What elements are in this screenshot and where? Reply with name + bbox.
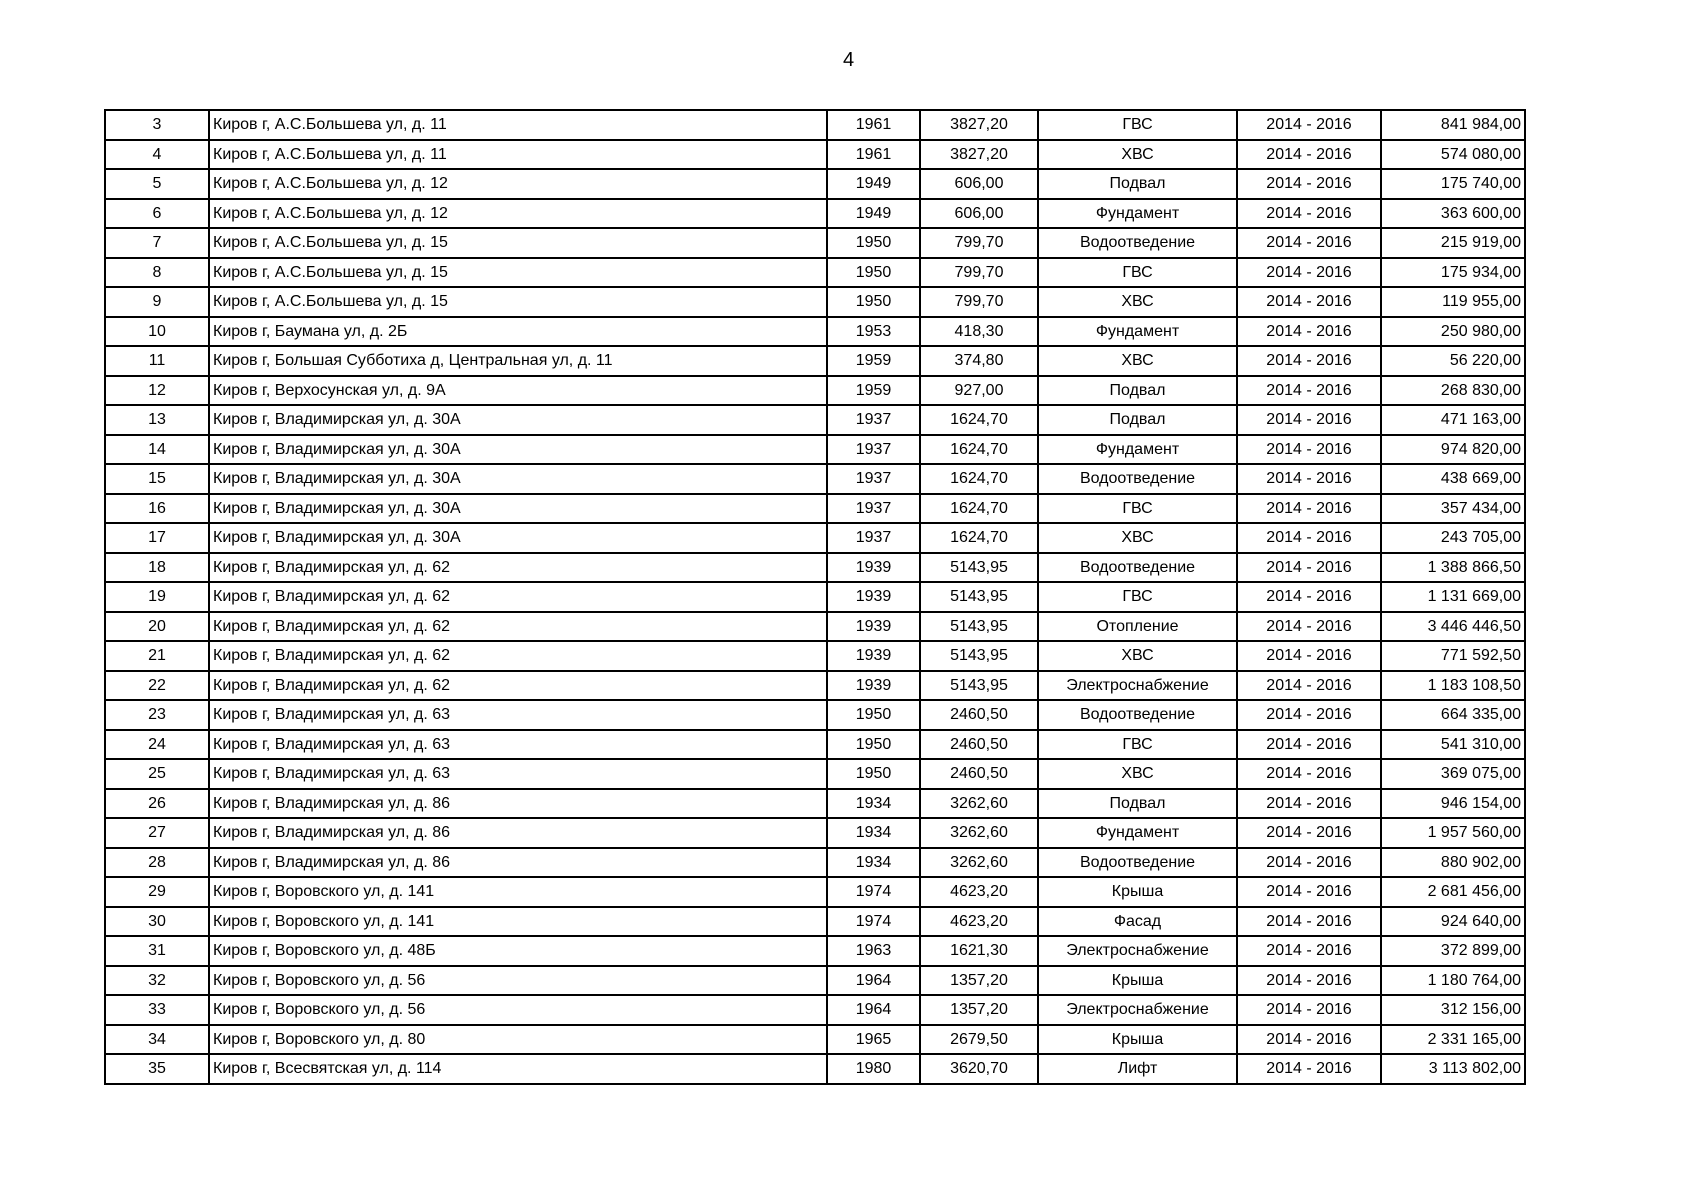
period-cell: 2014 - 2016 xyxy=(1237,110,1381,140)
address-cell: Киров г, А.С.Большева ул, д. 15 xyxy=(209,228,827,258)
year-built-cell: 1965 xyxy=(827,1025,920,1055)
work-type-cell: Водоотведение xyxy=(1038,553,1237,583)
row-number-cell: 8 xyxy=(105,258,209,288)
area-cell: 799,70 xyxy=(920,287,1038,317)
cost-cell: 243 705,00 xyxy=(1381,523,1525,553)
work-type-cell: Подвал xyxy=(1038,789,1237,819)
cost-cell: 2 681 456,00 xyxy=(1381,877,1525,907)
row-number-cell: 24 xyxy=(105,730,209,760)
table-row xyxy=(105,671,1525,701)
address-cell: Киров г, Воровского ул, д. 141 xyxy=(209,907,827,937)
table-row xyxy=(105,966,1525,996)
year-built-cell: 1963 xyxy=(827,936,920,966)
table-row xyxy=(105,464,1525,494)
cost-cell: 1 957 560,00 xyxy=(1381,818,1525,848)
year-built-cell: 1950 xyxy=(827,759,920,789)
year-built-cell: 1937 xyxy=(827,405,920,435)
work-type-cell: ХВС xyxy=(1038,140,1237,170)
address-cell: Киров г, Владимирская ул, д. 62 xyxy=(209,553,827,583)
address-cell: Киров г, Владимирская ул, д. 63 xyxy=(209,730,827,760)
area-cell: 5143,95 xyxy=(920,641,1038,671)
year-built-cell: 1964 xyxy=(827,966,920,996)
period-cell: 2014 - 2016 xyxy=(1237,730,1381,760)
work-type-cell: ХВС xyxy=(1038,287,1237,317)
work-type-cell: Водоотведение xyxy=(1038,228,1237,258)
address-cell: Киров г, Владимирская ул, д. 63 xyxy=(209,700,827,730)
cost-cell: 3 446 446,50 xyxy=(1381,612,1525,642)
address-cell: Киров г, Владимирская ул, д. 86 xyxy=(209,789,827,819)
area-cell: 1624,70 xyxy=(920,464,1038,494)
cost-cell: 946 154,00 xyxy=(1381,789,1525,819)
cost-cell: 2 331 165,00 xyxy=(1381,1025,1525,1055)
table-row xyxy=(105,435,1525,465)
cost-cell: 771 592,50 xyxy=(1381,641,1525,671)
table-row xyxy=(105,1054,1525,1084)
row-number-cell: 17 xyxy=(105,523,209,553)
table-row xyxy=(105,877,1525,907)
area-cell: 1624,70 xyxy=(920,435,1038,465)
cost-cell: 175 740,00 xyxy=(1381,169,1525,199)
address-cell: Киров г, А.С.Большева ул, д. 11 xyxy=(209,140,827,170)
cost-cell: 369 075,00 xyxy=(1381,759,1525,789)
year-built-cell: 1950 xyxy=(827,287,920,317)
area-cell: 1357,20 xyxy=(920,966,1038,996)
address-cell: Киров г, А.С.Большева ул, д. 15 xyxy=(209,258,827,288)
period-cell: 2014 - 2016 xyxy=(1237,848,1381,878)
work-type-cell: ХВС xyxy=(1038,523,1237,553)
period-cell: 2014 - 2016 xyxy=(1237,435,1381,465)
row-number-cell: 26 xyxy=(105,789,209,819)
area-cell: 3262,60 xyxy=(920,818,1038,848)
page-number: 4 xyxy=(842,49,855,71)
table-row xyxy=(105,730,1525,760)
cost-cell: 471 163,00 xyxy=(1381,405,1525,435)
year-built-cell: 1937 xyxy=(827,523,920,553)
area-cell: 5143,95 xyxy=(920,553,1038,583)
area-cell: 606,00 xyxy=(920,169,1038,199)
row-number-cell: 32 xyxy=(105,966,209,996)
area-cell: 1624,70 xyxy=(920,494,1038,524)
row-number-cell: 29 xyxy=(105,877,209,907)
area-cell: 927,00 xyxy=(920,376,1038,406)
area-cell: 3827,20 xyxy=(920,110,1038,140)
cost-cell: 215 919,00 xyxy=(1381,228,1525,258)
work-type-cell: Подвал xyxy=(1038,169,1237,199)
period-cell: 2014 - 2016 xyxy=(1237,700,1381,730)
year-built-cell: 1959 xyxy=(827,346,920,376)
row-number-cell: 4 xyxy=(105,140,209,170)
work-type-cell: ГВС xyxy=(1038,110,1237,140)
work-type-cell: Водоотведение xyxy=(1038,700,1237,730)
work-type-cell: Фундамент xyxy=(1038,818,1237,848)
area-cell: 3262,60 xyxy=(920,848,1038,878)
period-cell: 2014 - 2016 xyxy=(1237,464,1381,494)
period-cell: 2014 - 2016 xyxy=(1237,553,1381,583)
table-row xyxy=(105,169,1525,199)
address-cell: Киров г, А.С.Большева ул, д. 12 xyxy=(209,169,827,199)
table-row xyxy=(105,936,1525,966)
cost-cell: 268 830,00 xyxy=(1381,376,1525,406)
year-built-cell: 1934 xyxy=(827,848,920,878)
cost-cell: 841 984,00 xyxy=(1381,110,1525,140)
area-cell: 3827,20 xyxy=(920,140,1038,170)
area-cell: 2460,50 xyxy=(920,759,1038,789)
table-row xyxy=(105,848,1525,878)
row-number-cell: 12 xyxy=(105,376,209,406)
address-cell: Киров г, А.С.Большева ул, д. 15 xyxy=(209,287,827,317)
year-built-cell: 1974 xyxy=(827,877,920,907)
address-cell: Киров г, А.С.Большева ул, д. 11 xyxy=(209,110,827,140)
work-type-cell: Фундамент xyxy=(1038,317,1237,347)
repair-registry-table xyxy=(104,109,1526,1085)
address-cell: Киров г, Баумана ул, д. 2Б xyxy=(209,317,827,347)
period-cell: 2014 - 2016 xyxy=(1237,376,1381,406)
address-cell: Киров г, Владимирская ул, д. 30А xyxy=(209,435,827,465)
table-row xyxy=(105,405,1525,435)
address-cell: Киров г, А.С.Большева ул, д. 12 xyxy=(209,199,827,229)
table-row xyxy=(105,199,1525,229)
address-cell: Киров г, Большая Субботиха д, Центральная ул, д. 11 xyxy=(209,346,827,376)
work-type-cell: Электроснабжение xyxy=(1038,671,1237,701)
table-row xyxy=(105,641,1525,671)
address-cell: Киров г, Воровского ул, д. 80 xyxy=(209,1025,827,1055)
area-cell: 1624,70 xyxy=(920,405,1038,435)
area-cell: 418,30 xyxy=(920,317,1038,347)
row-number-cell: 35 xyxy=(105,1054,209,1084)
row-number-cell: 7 xyxy=(105,228,209,258)
table-row xyxy=(105,789,1525,819)
table-body xyxy=(105,110,1525,1084)
work-type-cell: ХВС xyxy=(1038,346,1237,376)
work-type-cell: Водоотведение xyxy=(1038,848,1237,878)
cost-cell: 664 335,00 xyxy=(1381,700,1525,730)
year-built-cell: 1937 xyxy=(827,494,920,524)
row-number-cell: 13 xyxy=(105,405,209,435)
area-cell: 4623,20 xyxy=(920,907,1038,937)
cost-cell: 372 899,00 xyxy=(1381,936,1525,966)
cost-cell: 541 310,00 xyxy=(1381,730,1525,760)
address-cell: Киров г, Владимирская ул, д. 30А xyxy=(209,494,827,524)
area-cell: 1624,70 xyxy=(920,523,1038,553)
year-built-cell: 1934 xyxy=(827,818,920,848)
row-number-cell: 5 xyxy=(105,169,209,199)
year-built-cell: 1953 xyxy=(827,317,920,347)
work-type-cell: Подвал xyxy=(1038,376,1237,406)
cost-cell: 363 600,00 xyxy=(1381,199,1525,229)
cost-cell: 250 980,00 xyxy=(1381,317,1525,347)
table-row xyxy=(105,553,1525,583)
cost-cell: 357 434,00 xyxy=(1381,494,1525,524)
work-type-cell: Отопление xyxy=(1038,612,1237,642)
row-number-cell: 14 xyxy=(105,435,209,465)
period-cell: 2014 - 2016 xyxy=(1237,140,1381,170)
work-type-cell: Фасад xyxy=(1038,907,1237,937)
period-cell: 2014 - 2016 xyxy=(1237,759,1381,789)
work-type-cell: Подвал xyxy=(1038,405,1237,435)
period-cell: 2014 - 2016 xyxy=(1237,641,1381,671)
table-row xyxy=(105,376,1525,406)
period-cell: 2014 - 2016 xyxy=(1237,1054,1381,1084)
period-cell: 2014 - 2016 xyxy=(1237,582,1381,612)
address-cell: Киров г, Владимирская ул, д. 62 xyxy=(209,671,827,701)
area-cell: 799,70 xyxy=(920,228,1038,258)
year-built-cell: 1950 xyxy=(827,258,920,288)
period-cell: 2014 - 2016 xyxy=(1237,1025,1381,1055)
table-row xyxy=(105,700,1525,730)
address-cell: Киров г, Всесвятская ул, д. 114 xyxy=(209,1054,827,1084)
area-cell: 3620,70 xyxy=(920,1054,1038,1084)
year-built-cell: 1949 xyxy=(827,199,920,229)
period-cell: 2014 - 2016 xyxy=(1237,523,1381,553)
table-row xyxy=(105,228,1525,258)
work-type-cell: Электроснабжение xyxy=(1038,936,1237,966)
cost-cell: 119 955,00 xyxy=(1381,287,1525,317)
year-built-cell: 1964 xyxy=(827,995,920,1025)
period-cell: 2014 - 2016 xyxy=(1237,287,1381,317)
work-type-cell: ХВС xyxy=(1038,641,1237,671)
row-number-cell: 28 xyxy=(105,848,209,878)
work-type-cell: ГВС xyxy=(1038,582,1237,612)
area-cell: 5143,95 xyxy=(920,582,1038,612)
period-cell: 2014 - 2016 xyxy=(1237,789,1381,819)
period-cell: 2014 - 2016 xyxy=(1237,228,1381,258)
table-row xyxy=(105,317,1525,347)
work-type-cell: ХВС xyxy=(1038,759,1237,789)
year-built-cell: 1961 xyxy=(827,110,920,140)
area-cell: 606,00 xyxy=(920,199,1038,229)
area-cell: 799,70 xyxy=(920,258,1038,288)
work-type-cell: Фундамент xyxy=(1038,435,1237,465)
cost-cell: 974 820,00 xyxy=(1381,435,1525,465)
cost-cell: 175 934,00 xyxy=(1381,258,1525,288)
row-number-cell: 11 xyxy=(105,346,209,376)
row-number-cell: 18 xyxy=(105,553,209,583)
work-type-cell: Электроснабжение xyxy=(1038,995,1237,1025)
cost-cell: 3 113 802,00 xyxy=(1381,1054,1525,1084)
address-cell: Киров г, Владимирская ул, д. 30А xyxy=(209,523,827,553)
row-number-cell: 20 xyxy=(105,612,209,642)
address-cell: Киров г, Владимирская ул, д. 63 xyxy=(209,759,827,789)
work-type-cell: Крыша xyxy=(1038,966,1237,996)
year-built-cell: 1939 xyxy=(827,612,920,642)
period-cell: 2014 - 2016 xyxy=(1237,317,1381,347)
cost-cell: 438 669,00 xyxy=(1381,464,1525,494)
table-row xyxy=(105,287,1525,317)
cost-cell: 1 131 669,00 xyxy=(1381,582,1525,612)
cost-cell: 312 156,00 xyxy=(1381,995,1525,1025)
work-type-cell: ГВС xyxy=(1038,730,1237,760)
year-built-cell: 1950 xyxy=(827,228,920,258)
year-built-cell: 1937 xyxy=(827,435,920,465)
cost-cell: 924 640,00 xyxy=(1381,907,1525,937)
table-row xyxy=(105,258,1525,288)
area-cell: 1357,20 xyxy=(920,995,1038,1025)
address-cell: Киров г, Владимирская ул, д. 62 xyxy=(209,612,827,642)
year-built-cell: 1934 xyxy=(827,789,920,819)
address-cell: Киров г, Владимирская ул, д. 30А xyxy=(209,464,827,494)
year-built-cell: 1949 xyxy=(827,169,920,199)
address-cell: Киров г, Верхосунская ул, д. 9А xyxy=(209,376,827,406)
period-cell: 2014 - 2016 xyxy=(1237,936,1381,966)
table-row xyxy=(105,346,1525,376)
year-built-cell: 1950 xyxy=(827,700,920,730)
table-row xyxy=(105,759,1525,789)
address-cell: Киров г, Владимирская ул, д. 62 xyxy=(209,582,827,612)
address-cell: Киров г, Воровского ул, д. 141 xyxy=(209,877,827,907)
year-built-cell: 1950 xyxy=(827,730,920,760)
work-type-cell: ГВС xyxy=(1038,494,1237,524)
row-number-cell: 31 xyxy=(105,936,209,966)
table-row xyxy=(105,1025,1525,1055)
address-cell: Киров г, Владимирская ул, д. 30А xyxy=(209,405,827,435)
row-number-cell: 22 xyxy=(105,671,209,701)
cost-cell: 1 180 764,00 xyxy=(1381,966,1525,996)
year-built-cell: 1939 xyxy=(827,582,920,612)
row-number-cell: 23 xyxy=(105,700,209,730)
year-built-cell: 1939 xyxy=(827,641,920,671)
year-built-cell: 1939 xyxy=(827,553,920,583)
table-row xyxy=(105,582,1525,612)
work-type-cell: Водоотведение xyxy=(1038,464,1237,494)
row-number-cell: 33 xyxy=(105,995,209,1025)
address-cell: Киров г, Владимирская ул, д. 86 xyxy=(209,818,827,848)
work-type-cell: Лифт xyxy=(1038,1054,1237,1084)
year-built-cell: 1937 xyxy=(827,464,920,494)
table-row xyxy=(105,140,1525,170)
period-cell: 2014 - 2016 xyxy=(1237,612,1381,642)
address-cell: Киров г, Воровского ул, д. 48Б xyxy=(209,936,827,966)
period-cell: 2014 - 2016 xyxy=(1237,966,1381,996)
year-built-cell: 1959 xyxy=(827,376,920,406)
address-cell: Киров г, Воровского ул, д. 56 xyxy=(209,966,827,996)
area-cell: 1621,30 xyxy=(920,936,1038,966)
table-row xyxy=(105,612,1525,642)
period-cell: 2014 - 2016 xyxy=(1237,258,1381,288)
cost-cell: 880 902,00 xyxy=(1381,848,1525,878)
table-row xyxy=(105,110,1525,140)
row-number-cell: 34 xyxy=(105,1025,209,1055)
area-cell: 2460,50 xyxy=(920,700,1038,730)
row-number-cell: 30 xyxy=(105,907,209,937)
row-number-cell: 16 xyxy=(105,494,209,524)
address-cell: Киров г, Владимирская ул, д. 62 xyxy=(209,641,827,671)
cost-cell: 56 220,00 xyxy=(1381,346,1525,376)
row-number-cell: 27 xyxy=(105,818,209,848)
work-type-cell: ГВС xyxy=(1038,258,1237,288)
period-cell: 2014 - 2016 xyxy=(1237,818,1381,848)
table-row xyxy=(105,818,1525,848)
period-cell: 2014 - 2016 xyxy=(1237,671,1381,701)
row-number-cell: 6 xyxy=(105,199,209,229)
row-number-cell: 21 xyxy=(105,641,209,671)
area-cell: 2460,50 xyxy=(920,730,1038,760)
row-number-cell: 10 xyxy=(105,317,209,347)
period-cell: 2014 - 2016 xyxy=(1237,995,1381,1025)
row-number-cell: 9 xyxy=(105,287,209,317)
area-cell: 5143,95 xyxy=(920,612,1038,642)
period-cell: 2014 - 2016 xyxy=(1237,199,1381,229)
period-cell: 2014 - 2016 xyxy=(1237,494,1381,524)
cost-cell: 1 183 108,50 xyxy=(1381,671,1525,701)
table-row xyxy=(105,523,1525,553)
table-row xyxy=(105,494,1525,524)
area-cell: 2679,50 xyxy=(920,1025,1038,1055)
address-cell: Киров г, Воровского ул, д. 56 xyxy=(209,995,827,1025)
address-cell: Киров г, Владимирская ул, д. 86 xyxy=(209,848,827,878)
area-cell: 5143,95 xyxy=(920,671,1038,701)
work-type-cell: Фундамент xyxy=(1038,199,1237,229)
cost-cell: 1 388 866,50 xyxy=(1381,553,1525,583)
row-number-cell: 3 xyxy=(105,110,209,140)
year-built-cell: 1939 xyxy=(827,671,920,701)
row-number-cell: 15 xyxy=(105,464,209,494)
year-built-cell: 1980 xyxy=(827,1054,920,1084)
row-number-cell: 25 xyxy=(105,759,209,789)
area-cell: 374,80 xyxy=(920,346,1038,376)
year-built-cell: 1974 xyxy=(827,907,920,937)
table-row xyxy=(105,995,1525,1025)
row-number-cell: 19 xyxy=(105,582,209,612)
area-cell: 3262,60 xyxy=(920,789,1038,819)
area-cell: 4623,20 xyxy=(920,877,1038,907)
cost-cell: 574 080,00 xyxy=(1381,140,1525,170)
period-cell: 2014 - 2016 xyxy=(1237,169,1381,199)
table-row xyxy=(105,907,1525,937)
work-type-cell: Крыша xyxy=(1038,877,1237,907)
period-cell: 2014 - 2016 xyxy=(1237,907,1381,937)
period-cell: 2014 - 2016 xyxy=(1237,877,1381,907)
period-cell: 2014 - 2016 xyxy=(1237,346,1381,376)
work-type-cell: Крыша xyxy=(1038,1025,1237,1055)
year-built-cell: 1961 xyxy=(827,140,920,170)
period-cell: 2014 - 2016 xyxy=(1237,405,1381,435)
